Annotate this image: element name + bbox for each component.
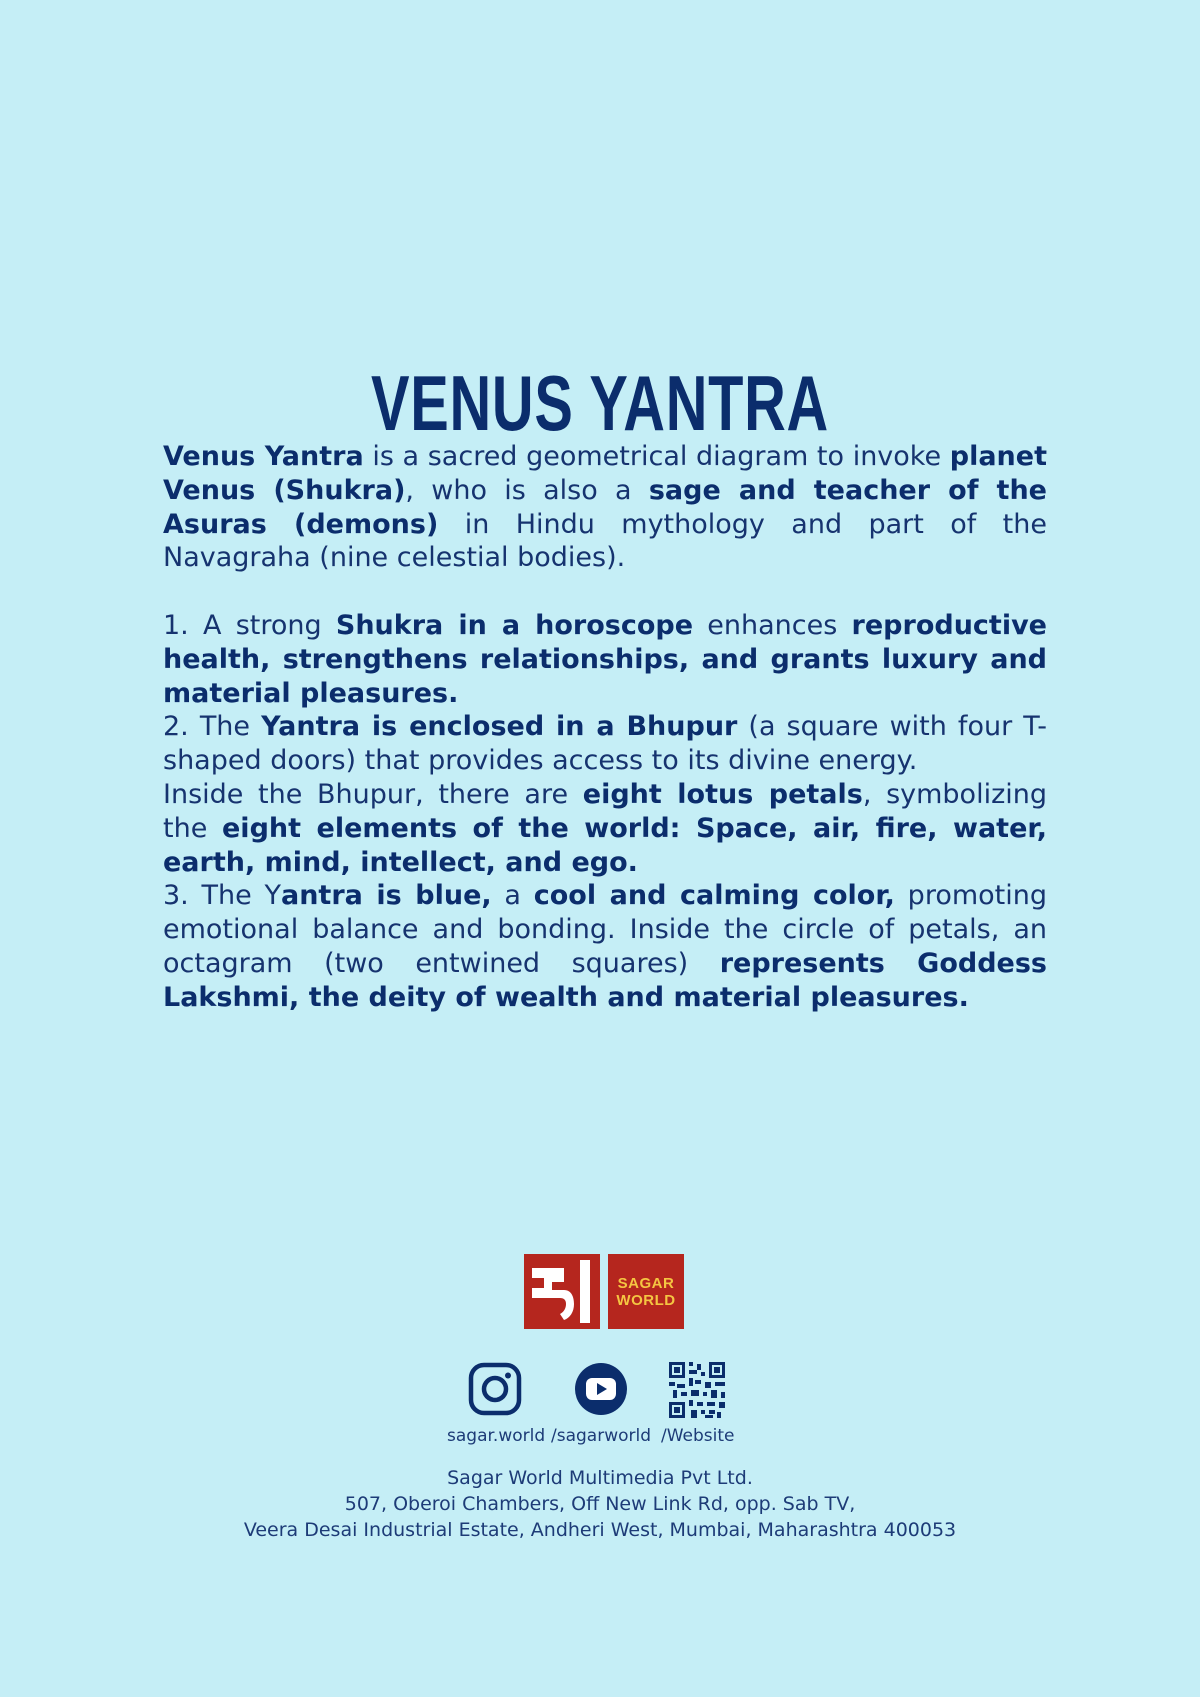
text-run-0: 1. A strong	[163, 609, 336, 641]
bold-run-0: Venus Yantra	[163, 441, 364, 472]
point-2	[163, 710, 1047, 778]
text-run-2: a	[491, 880, 534, 912]
text-run-5: in Hindu mythology and part of the Navagraha (nine celestial bodies).	[163, 508, 1047, 574]
address-line-2: Veera Desai Industrial Estate, Andheri West, Mumbai, Maharashtra 400053	[243, 1519, 957, 1541]
bold-run-4: sage and teacher of the Asuras (demons)	[163, 474, 1047, 540]
bold-run-1: eight lotus petals	[582, 778, 863, 810]
youtube-icon[interactable]	[574, 1362, 628, 1416]
text-run-2: enhances	[693, 609, 852, 641]
bold-run-5: represents Goddess Lakshmi, the deity of wealth and material pleasures.	[163, 947, 1047, 1013]
text-run-0: 2. The	[163, 711, 262, 743]
website-link[interactable]: /Website	[661, 1426, 735, 1446]
text-run-2: (a square with four T-shaped doors) that provides access to its divine energy.	[163, 711, 1047, 777]
intro-paragraph	[163, 440, 1047, 575]
youtube-handle[interactable]: /sagarworld	[551, 1426, 652, 1446]
qr-code-icon[interactable]	[669, 1362, 725, 1418]
text-run-2: , symbolizing the	[163, 778, 1047, 844]
body-text	[163, 440, 1047, 1015]
point-1	[163, 609, 1047, 710]
bold-run-3: reproductive health, strengthens relationships, and grants luxury and material pleasures.	[163, 609, 1047, 709]
address-block	[0, 1465, 1200, 1543]
bold-run-3: cool and calming color,	[533, 880, 895, 912]
logo-line-1: SAGAR	[617, 1274, 675, 1292]
instagram-icon[interactable]	[468, 1362, 522, 1416]
point-3	[163, 879, 1047, 1014]
bold-run-1: Shukra in a horoscope	[335, 609, 694, 641]
text-run-3: , who is also a	[405, 474, 649, 506]
address-line-1: 507, Oberoi Chambers, Off New Link Rd, opp. Sab TV,	[344, 1493, 856, 1515]
logo-line-2: WORLD	[616, 1291, 676, 1309]
social-labels	[0, 1426, 1200, 1450]
text-run-4: promoting emotional balance and bonding. Inside the circle of petals, an octagram (two entwined squares)	[163, 880, 1048, 979]
sagar-world-logo	[524, 1254, 684, 1329]
bold-run-1: Yantra is enclosed in a Bhupur	[261, 711, 738, 743]
bold-run-3: eight elements of the world: Space, air, fire, water, earth, mind, intellect, and ego.	[163, 812, 1047, 878]
text-run-0: Inside the Bhupur, there are	[163, 778, 583, 810]
company-name: Sagar World Multimedia Pvt Ltd.	[447, 1467, 753, 1489]
logo-mark-icon	[524, 1254, 600, 1329]
bold-run-1: antra is blue,	[280, 880, 492, 912]
page-title: VENUS YANTRA	[371, 359, 829, 448]
logo-wordmark	[608, 1254, 684, 1329]
bold-run-2: planet Venus (Shukra)	[163, 441, 1047, 506]
text-run-0: 3. The Y	[163, 880, 281, 912]
text-run-1: is a sacred geometrical diagram to invoke	[363, 441, 950, 472]
point-2-continued	[163, 778, 1047, 879]
instagram-handle[interactable]: sagar.world	[447, 1426, 546, 1446]
